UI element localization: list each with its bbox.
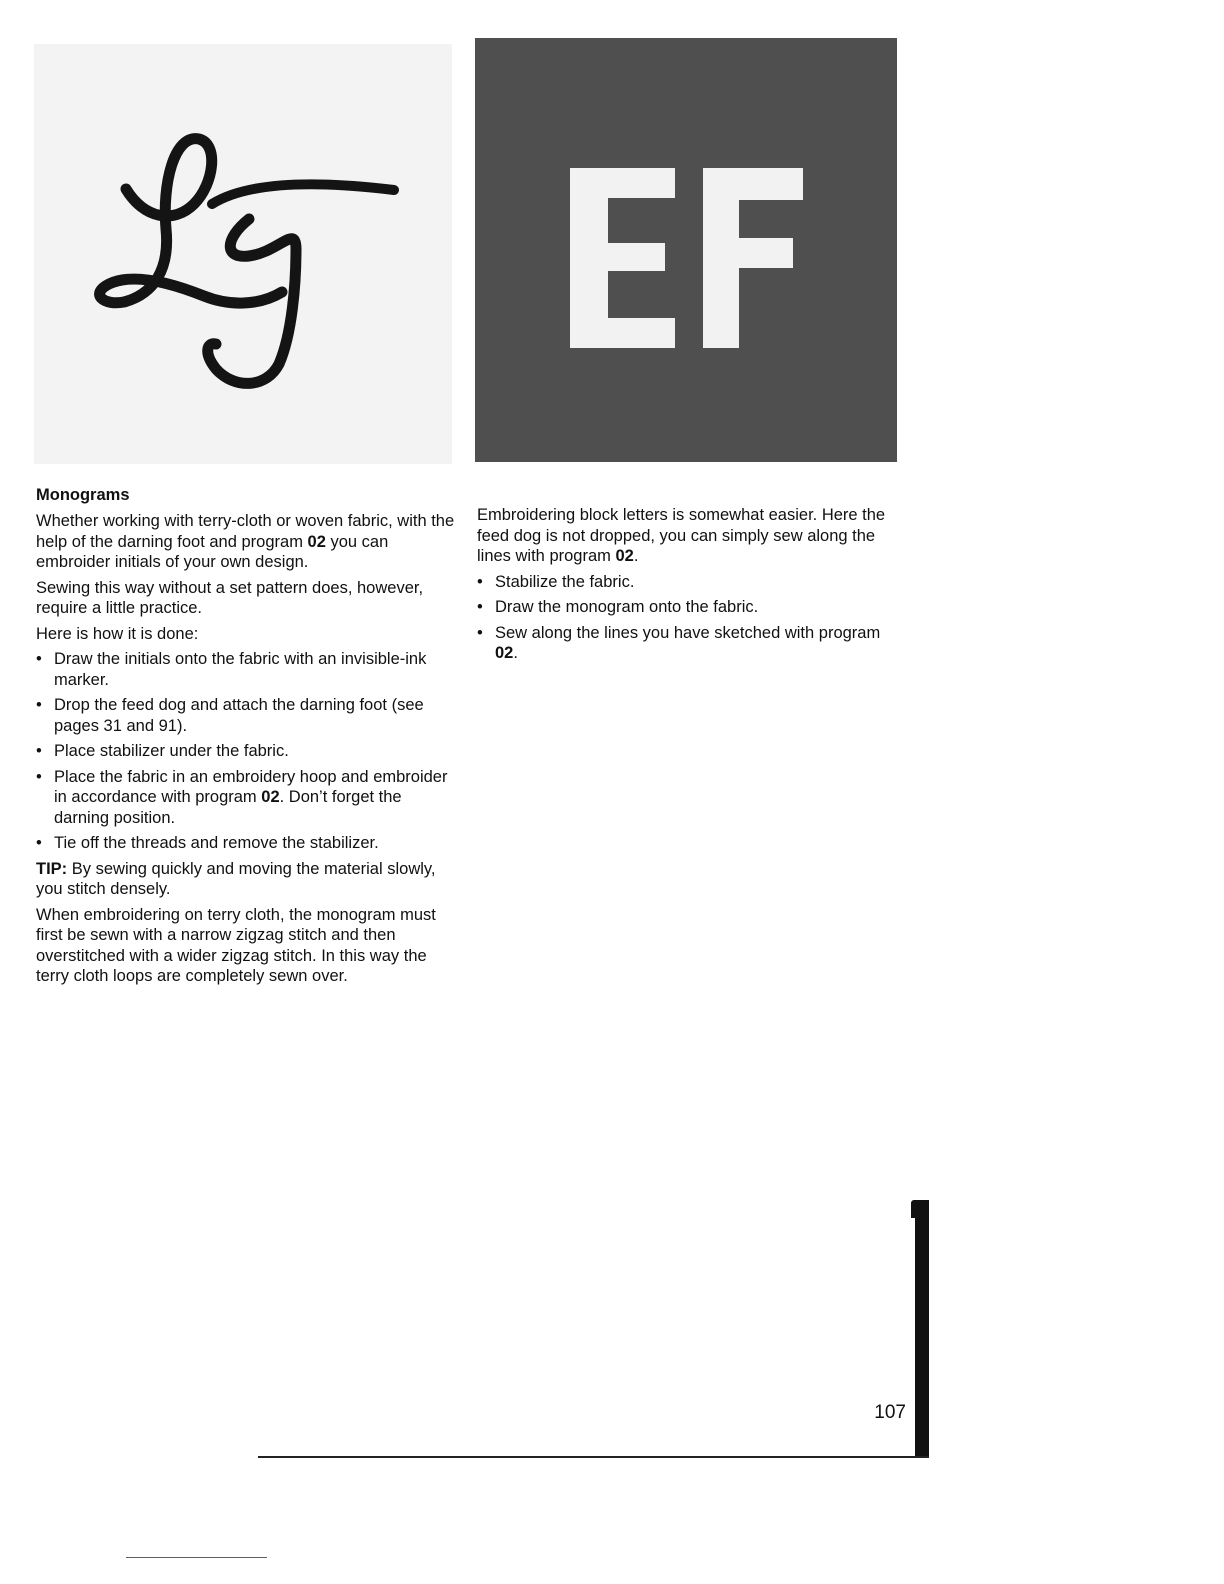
howto-paragraph: Here is how it is done: xyxy=(36,624,199,643)
page-edge-bar xyxy=(915,1200,929,1458)
list-item: • Tie off the threads and remove the stabilizer. xyxy=(36,834,379,852)
bullet-icon: • xyxy=(36,650,42,668)
bullet-icon: • xyxy=(477,572,483,591)
block-steps-list xyxy=(477,572,897,664)
page-number: 107 xyxy=(874,1402,906,1423)
bullet-icon: • xyxy=(36,767,42,786)
left-column xyxy=(36,485,461,992)
list-item: • Sew along the lines you have sketched with program 02. xyxy=(477,623,881,662)
steps-list xyxy=(36,649,461,854)
list-item: • Stabilize the fabric. xyxy=(477,572,635,591)
block-letters-photo xyxy=(475,38,897,462)
bullet-icon: • xyxy=(477,623,483,642)
bullet-icon: • xyxy=(36,834,42,852)
list-item: • Draw the initials onto the fabric with an invisible-ink marker. xyxy=(36,650,427,689)
section-heading: Monograms xyxy=(36,486,130,504)
list-item: • Place stabilizer under the fabric. xyxy=(36,742,289,760)
tip-label: TIP: xyxy=(36,859,68,878)
tip-paragraph: TIP: By sewing quickly and moving the material slowly, you stitch densely. xyxy=(36,859,436,898)
terry-cloth-paragraph: When embroidering on terry cloth, the monogram must first be sewn with a narrow zigzag stitch and then overstitched with a wider zigzag stitch. In this way the terry cloth loops are completely sewn over. xyxy=(36,905,436,985)
script-monogram-photo xyxy=(34,44,452,464)
list-item: • Draw the monogram onto the fabric. xyxy=(477,598,759,616)
footer-line xyxy=(126,1557,267,1558)
bullet-icon: • xyxy=(36,742,42,760)
bullet-icon: • xyxy=(477,598,483,616)
script-monogram-icon xyxy=(34,44,452,464)
list-item: • Drop the feed dog and attach the darning foot (see pages 31 and 91). xyxy=(36,696,424,735)
bottom-rule xyxy=(258,1456,929,1458)
bullet-icon: • xyxy=(36,696,42,714)
practice-paragraph: Sewing this way without a set pattern does, however, require a little practice. xyxy=(36,578,424,617)
intro-paragraph: Whether working with terry-cloth or woven fabric, with the help of the darning foot and program 02 you can embroider initials of your own design. xyxy=(36,512,455,571)
block-letters-paragraph: Embroidering block letters is somewhat easier. Here the feed dog is not dropped, you can simply sew along the lines with program 02. xyxy=(477,506,886,565)
block-letters-icon xyxy=(475,38,897,462)
list-item: • Place the fabric in an embroidery hoop and embroider in accordance with program 02. Don’t forget the darning position. xyxy=(36,767,448,827)
right-column xyxy=(477,505,897,669)
